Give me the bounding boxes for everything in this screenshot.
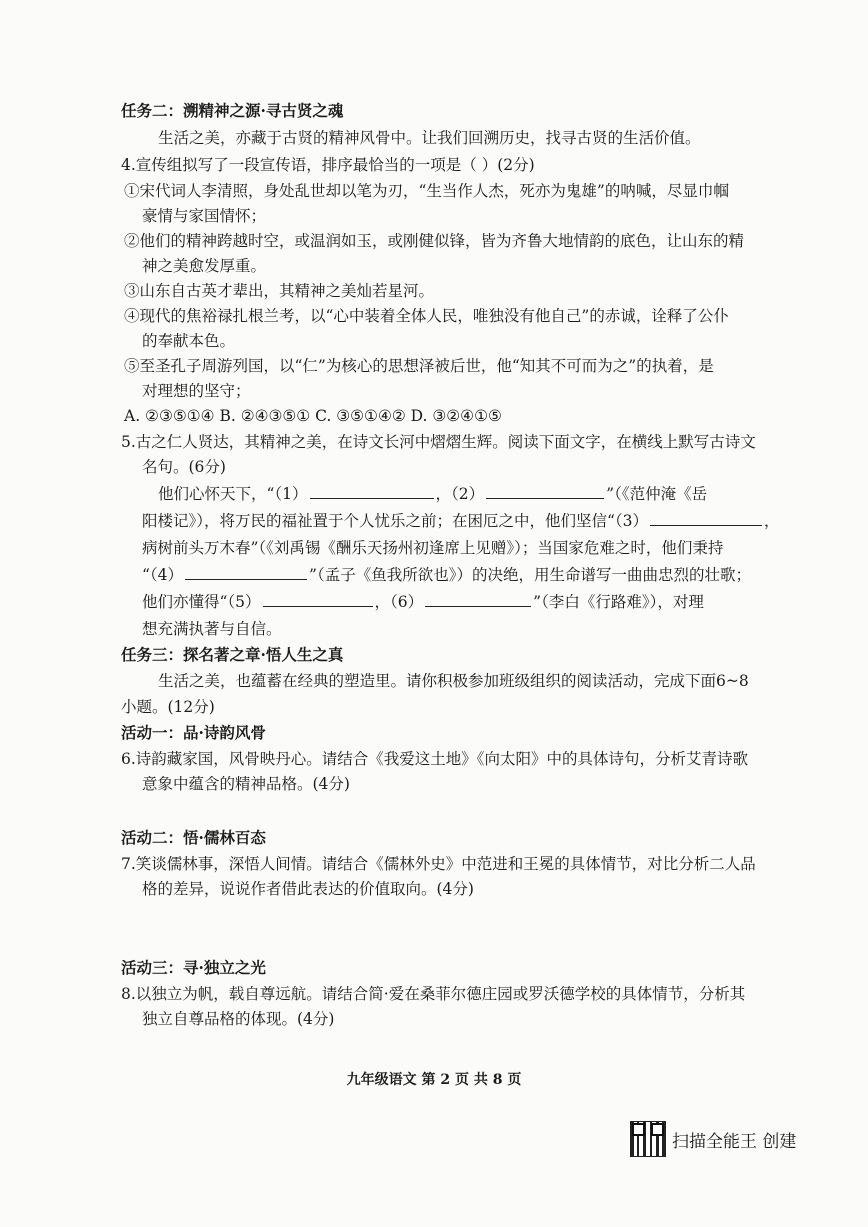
q6-stem: 6.诗韵藏家国，风骨映丹心。请结合《我爱这土地》《向太阳》中的具体诗句，分析艾青诗歌 [121,750,749,768]
answer-blank-3[interactable] [650,511,762,526]
q4-sentence-4: ④现代的焦裕禄扎根兰考，以“心中装着全体人民，唯独没有他自己”的赤诚，诠释了公仆 [124,307,729,325]
task3-intro: 生活之美，也蕴蓄在经典的塑造里。请你积极参加班级组织的阅读活动，完成下面6~8 [158,672,749,690]
q4-sentence-5: ⑤至圣孔子周游列国，以“仁”为核心的思想泽被后世，他“知其不可而为之”的执着，是 [124,357,714,375]
page-footer: 九年级语文 第 2 页 共 8 页 [346,1072,522,1088]
q5-line-5: 他们亦懂得“（5） ，（6） ”（李白《行路难》），对理 [142,593,704,611]
q4-sentence-3: ③山东自古英才辈出，其精神之美灿若星河。 [124,282,435,300]
activity-2-title: 活动二：悟·儒林百态 [121,828,266,847]
q4-sentence-5-cont: 对理想的坚守； [142,382,251,400]
answer-blank-6[interactable] [425,592,531,607]
task3-title: 任务三：探名著之章·悟人生之真 [121,645,344,664]
activity-1-title: 活动一：品·诗韵风骨 [121,723,266,742]
q5-stem-cont: 名句。(6分) [142,458,226,476]
answer-blank-2[interactable] [486,484,604,499]
q8-stem: 8.以独立为帆，载自尊远航。请结合简·爱在桑菲尔德庄园或罗沃德学校的具体情节，分析其 [121,985,746,1003]
answer-blank-1[interactable] [310,484,434,499]
q4-sentence-1-cont: 豪情与家国情怀； [142,207,267,225]
q5-stem: 5.古之仁人贤达，其精神之美，在诗文长河中熠熠生辉。阅读下面文字，在横线上默写古诗文 [121,433,756,451]
q4-sentence-4-cont: 的奉献本色。 [142,332,236,350]
q5-line-2: 阳楼记》），将万民的福祉置于个人忧乐之前；在困厄之中，他们坚信“（3） ， [142,512,780,530]
q7-stem: 7.笑谈儒林事，深悟人间情。请结合《儒林外史》中范进和王冕的具体情节，对比分析二人品 [121,855,756,873]
qr-code-icon [630,1121,666,1157]
q4-sentence-1: ①宋代词人李清照，身处乱世却以笔为刃，“生当作人杰，死亦为鬼雄”的呐喊，尽显巾帼 [124,182,729,200]
task2-intro: 生活之美，亦藏于古贤的精神风骨中。让我们回溯历史，找寻古贤的生活价值。 [158,129,701,147]
q7-stem-cont: 格的差异，说说作者借此表达的价值取向。(4分) [142,880,474,898]
q5-line-3: 病树前头万木春”（《刘禹锡《酬乐天扬州初逢席上见赠》）；当国家危难之时，他们秉持 [142,539,724,557]
q5-line-4: “（4） ”（孟子《鱼我所欲也》）的决绝，用生命谱写一曲曲忠烈的壮歌； [142,566,751,584]
activity-3-title: 活动三：寻·独立之光 [121,958,266,977]
answer-blank-5[interactable] [263,592,373,607]
q5-line-6: 想充满执著与自信。 [142,620,282,638]
q4-sentence-2-cont: 神之美愈发厚重。 [142,257,267,275]
scanner-watermark: 扫描全能王 创建 [672,1132,797,1152]
task3-intro-cont: 小题。(12分) [121,698,215,716]
q8-stem-cont: 独立自尊品格的体现。(4分) [142,1010,335,1028]
q4-stem: 4.宣传组拟写了一段宣传语，排序最恰当的一项是（ ）(2分) [121,156,535,174]
task2-title: 任务二：溯精神之源·寻古贤之魂 [121,101,344,120]
answer-blank-4[interactable] [185,565,307,580]
q5-line-1: 他们心怀天下，“（1） ，（2） ”（《范仲淹《岳 [158,485,708,503]
q6-stem-cont: 意象中蕴含的精神品格。(4分) [142,775,350,793]
q4-sentence-2: ②他们的精神跨越时空，或温润如玉，或刚健似锋，皆为齐鲁大地情韵的底色，让山东的精 [124,232,745,250]
q4-options: A. ②③⑤①④ B. ②④③⑤① C. ③⑤①④② D. ③②④①⑤ [124,407,502,425]
